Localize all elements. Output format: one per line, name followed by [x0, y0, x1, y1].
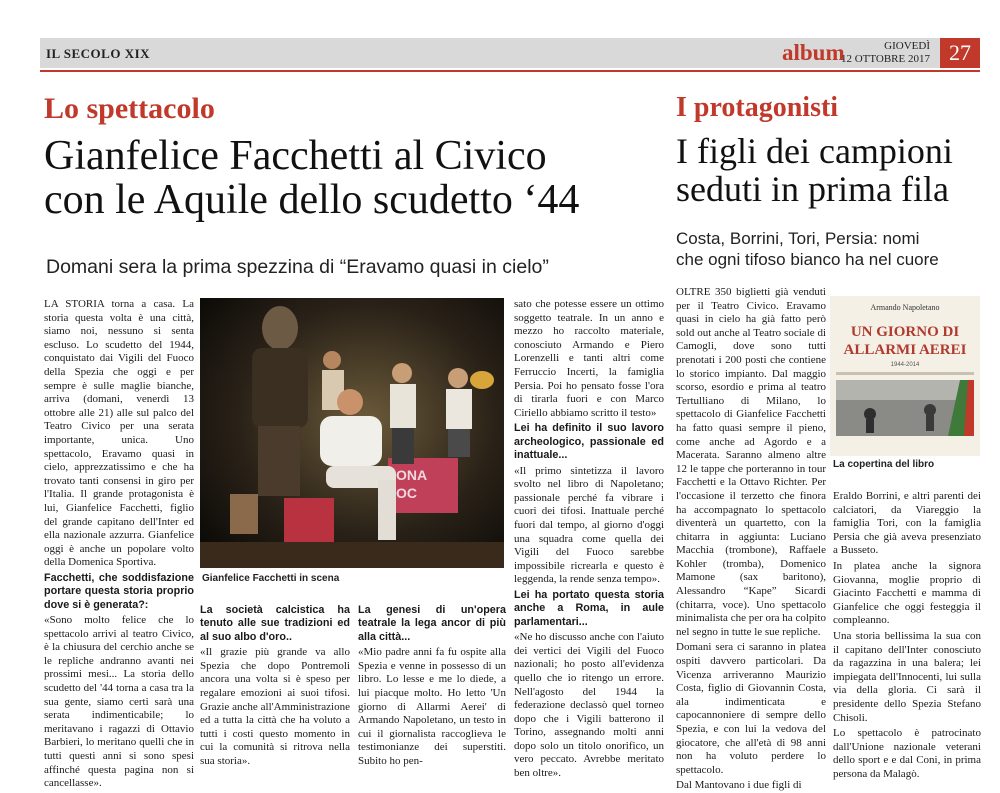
weekday: GIOVEDÌ: [884, 40, 930, 52]
main-headline-line2: con le Aquile dello scudetto ‘44: [44, 177, 580, 224]
banner-text: ONA: [396, 467, 428, 483]
section-label: album: [782, 40, 845, 65]
masthead-rule: [40, 70, 980, 72]
paragraph: «Mio padre anni fa fu ospite alla Spezia e venne in possesso di un libro. Lo lesse e me lo diede, a lui piacque molto. Ho letto 'Un giorno di Allarmi Aerei' di Armando Napoletano, un testo in cui il giornalista raccoglieva le testimonianze dei superstiti. Subito ho pen-: [358, 646, 506, 767]
newspaper-name: IL SECOLO XIX: [46, 46, 151, 61]
paragraph: Eraldo Borrini, e altri parenti dei calciatori, da Viareggio la famiglia Tori, con la famiglia Persia che già aveva presenziato a Busseto.: [833, 490, 981, 557]
photo-caption: Gianfelice Facchetti in scena: [202, 573, 340, 584]
paragraph: Domani sera ci saranno in platea ospiti davvero particolari. Da Vicenza arriveranno Maurizio Costa, figlio di Giovannin Costa, ala indimenticata e capocannoniere di sempre dello Spezia, e con lui la vedova del giocatore, che all'età di 98 anni non ha voluto perdere lo spettacolo.: [676, 641, 826, 776]
stage-photo-image: [200, 298, 504, 568]
paragraph: In platea anche la signora Giovanna, moglie proprio di Giacinto Facchetti e mamma di Gianfelice che oggi festeggia il compleanno.: [833, 559, 981, 627]
main-subhead: Domani sera la prima spezzina di “Eravamo quasi in cielo”: [46, 256, 549, 278]
banner-text-2: OC: [396, 485, 417, 501]
main-column-4: [514, 298, 664, 780]
interview-question: Lei ha portato questa storia anche a Roma, in aule parlamentari...: [514, 588, 664, 628]
interview-question: Facchetti, che soddisfazione portare questa storia proprio dove si è generata?:: [44, 571, 194, 611]
book-title-line1: UN GIORNO DI: [850, 324, 960, 340]
paragraph: «Il primo sintetizza il lavoro svolto nel libro di Napoletano; passionale perché fa vibrare i cuori dei tifosi. Inattuale perché fuori dal tempo, al giorno d'oggi una squadra come quella dei Vigili del Fuoco sarebbe impossibile ricrearla e questo è leggenda, la rende senza tempo».: [514, 464, 664, 586]
book-caption: La copertina del libro: [833, 459, 935, 470]
stage-photo: [200, 298, 504, 568]
main-column-2: [200, 604, 350, 767]
page-number: 27: [940, 38, 980, 68]
book-years: 1944-2014: [890, 362, 920, 368]
interview-question: Lei ha definito il suo lavoro archeologico, passionale ed inattuale...: [514, 422, 664, 462]
paragraph: «Sono molto felice che lo spettacolo arrivi al teatro Civico, è la chiusura del cerchio anche se le repliche andranno avanti nei prossimi mesi... La storia dello scudetto del '44 torna a casa tra la sua gente, siamo certi sarà una serata indimenticabile; lo meritavano i ragazzi di Ottavio Barbieri, lo meritano quelli che in tutti questi anni si sono spesi affinché questa pagina non si cancellasse».: [44, 614, 194, 790]
main-headline: [44, 134, 669, 222]
interview-question: La società calcistica ha tenuto alle sue tradizioni ed al suo albo d'oro..: [200, 604, 350, 643]
main-column-1: [44, 298, 194, 790]
paragraph: «Il grazie più grande va allo Spezia che dopo Pontremoli ancora una volta si è speso per regalare emozioni ai suoi tifosi. Grazie anche all'Amministrazione ed a tutta la città che ha voluto a tutti i costi questo momento in cui la comunità si ritrova nella sua storia».: [200, 646, 350, 767]
paragraph: sato che potesse essere un ottimo soggetto teatrale. In un anno e mezzo ho raccolto materiale, conosciuto Armando e Piero Lorenzelli e tanti altri come Ferruccio Incerti, la famiglia Persia. Poi ho pensato fosse l'ora di tirarla fuori e con Marco Ciriello abbiamo scritto il testo»: [514, 298, 664, 419]
paragraph: OLTRE 350 biglietti già venduti per il Teatro Civico. Eravamo quasi in cielo ha già fatto però sold out anche al Teatro sociale di Camogli, dove sono tutti prenotati i 200 posti che contiene lo storico impianto. Dal maggio scorso, esordio e prima al teatro Tertulliano di Milano, lo spettacolo di Gianfelice Facchetti ha fatto quasi sempre il pieno, come anche ad Agordo e a Macerata. Saranno almeno altre 12 le tappe che porteranno in tour Facchetti e la Ottavo Richter. Per l'occasione il terzetto che finora ha accompagnato lo spettacolo diventerà un quartetto, con la chitarra in aggiunta: Luciano Macchia (trombone), Raffaele Kohler (tromba), Domenico Mamone (sax baritono), Alessandro “Kape” Sicardi (chitarra, voce). Uno spettacolo minimalista che per ora ha colpito nel segno in tutte le sue repliche.: [676, 286, 826, 638]
main-headline-line1: Gianfelice Facchetti al Civico: [44, 133, 547, 179]
side-headline: [676, 133, 976, 209]
book-title-line2: ALLARMI AEREI: [843, 342, 967, 358]
paragraph: Dal Mantovano i due figli di: [676, 779, 802, 792]
side-kicker: I protagonisti: [676, 92, 839, 123]
side-column-2: [833, 490, 981, 780]
date: 12 OTTOBRE 2017: [840, 53, 930, 65]
side-subhead: [676, 228, 981, 270]
book-author: Armando Napoletano: [870, 303, 940, 312]
book-cover-image: [830, 296, 980, 456]
side-column-1: [676, 286, 826, 792]
paragraph: Lo spettacolo è patrocinato dall'Unione nazionale veterani dello sport e e dal Coni, in prima persona da Malagò.: [833, 727, 981, 780]
side-subhead-line2: che ogni tifoso bianco ha nel cuore: [676, 250, 939, 269]
paragraph: «Ne ho discusso anche con l'aiuto dei vertici dei Vigili del Fuoco nazionali; ho posto all'evidenza quello che io ritengo un errore. Nell'agosto del 1944 la federazione declassò quel torneo dopo che i Vigili batterono il Torino, assegnando molti anni dopo solo un titolo onorifico, un vero peccato. Avrebbe meritato ben oltre».: [514, 631, 664, 780]
interview-question: La genesi di un'opera teatrale la lega ancor di più alla città...: [358, 604, 506, 643]
paragraph: Una storia bellissima la sua con il capitano dell'Inter conosciuto da ragazzina in una balera; lei impiegata dell'Innocenti, lui sulla via della gloria. Ci sarà il presidente dello Spezia Stefano Chisoli.: [833, 629, 981, 724]
paragraph: LA STORIA torna a casa. La storia questa volta è una città, siamo noi, nessuno si senta escluso. Lo scudetto del 1944, conquistato dai Vigili del Fuoco della Spezia che oggi e per sempre è sulle maglie bianche, arriva (domani, venerdì 13 ottobre alle 21) alle sul palco del Teatro Civico per una serata importante, unica. Uno spettacolo, Eravamo quasi in cielo, apprezzatissimo e che ha trovato tanti consensi in giro per l'Italia. Il grande protagonista è lui, Gianfelice Facchetti, figlio del grande capitano dell'Inter ed ella nazionale azzurra. Gianfelice oggi è anche un popolare volto della Domenica Sportiva.: [44, 298, 194, 569]
masthead: [40, 38, 980, 68]
issue-date: [841, 40, 930, 66]
side-headline-line2: seduti in prima fila: [676, 168, 949, 209]
main-kicker: Lo spettacolo: [44, 92, 215, 125]
side-headline-line1: I figli dei campioni: [676, 131, 953, 171]
book-cover: [830, 296, 980, 456]
side-subhead-line1: Costa, Borrini, Tori, Persia: nomi: [676, 229, 920, 248]
main-column-3: [358, 604, 506, 767]
